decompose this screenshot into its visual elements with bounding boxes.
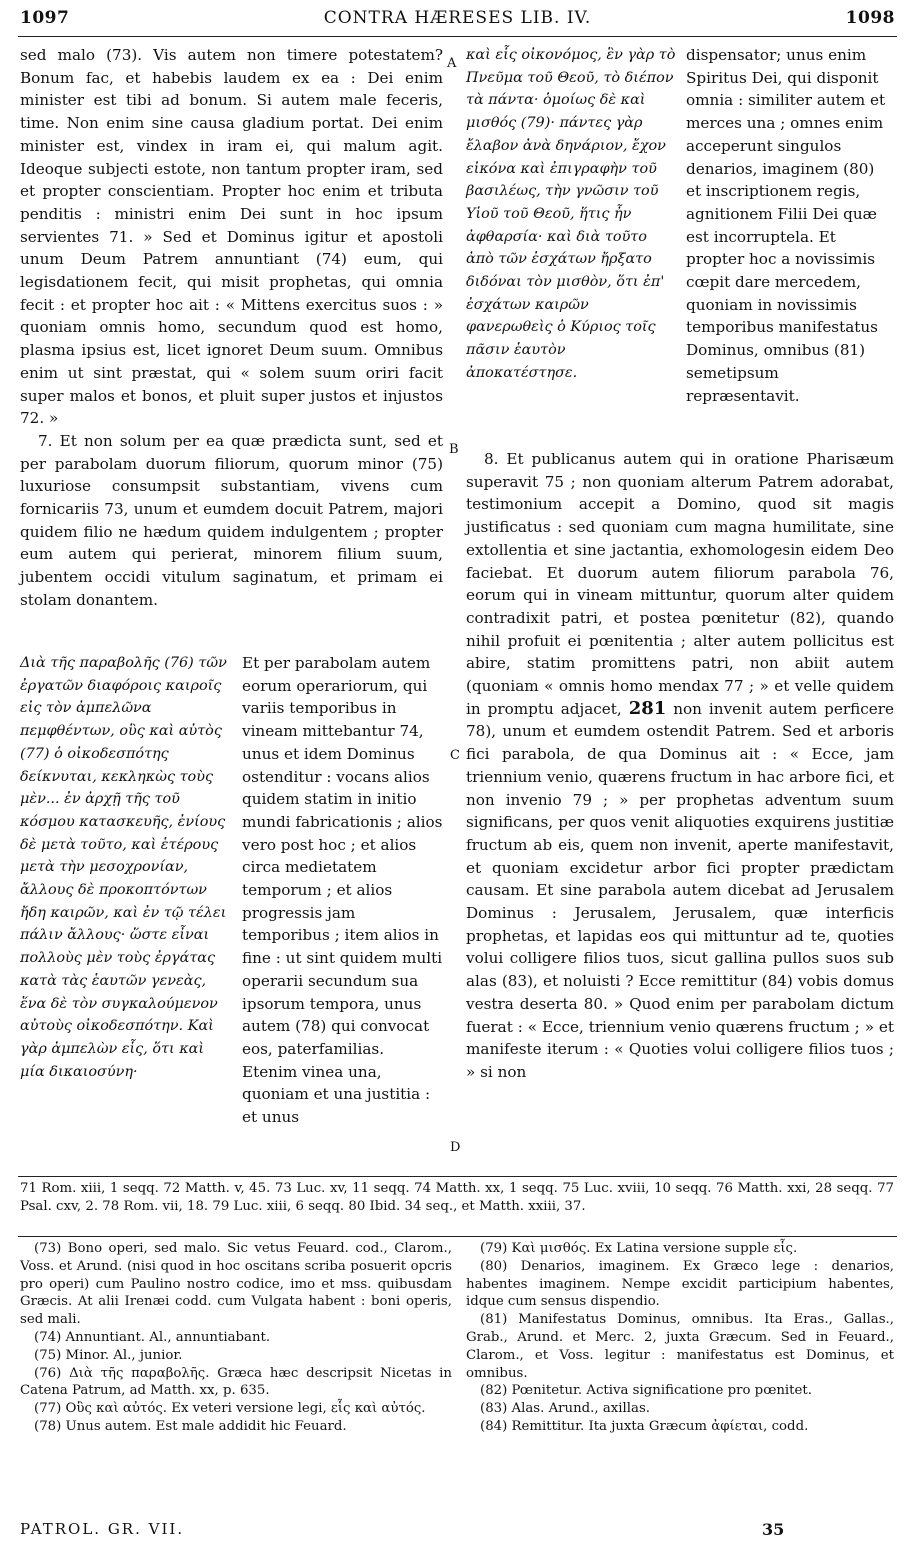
- signature-number: 35: [762, 1520, 785, 1539]
- margin-letter-c: C: [450, 748, 460, 763]
- footnotes-left: [20, 1240, 452, 1436]
- paragraph-continuation: non invenit autem perficere 78), unum et eumdem ostendit Patrem. Sed et arboris fici parabola, de qua Dominus ait : « Ecce, jam triennium venio, quærens fructum in hac arbore fici, et non invenio 79 ; » per prophetas adventum suum significans, per quos venit aliquoties exquirens justitiæ fructum ab eis, quem non invenit, aperte manifestavit, et quoniam excidetur arbor fici propter prædictam causam. Et sine parabola autem dicebat ad Jerusalem Dominus : Jerusalem, Jerusalem, quæ interficis prophetas, et lapidas eos qui mittuntur ad te, quoties volui colligere filios tuos, sicut gallina pullos suos sub alas (83), et noluisti ? Ecce remittitur (84) vobis domus vestra deserta 80. » Quod enim per parabolam dictum fuerat : « Ecce, triennium venio quærens fructum ; » et manifeste iterum : « Quoties volui colligere filios tuos ; » si non: [466, 699, 895, 1081]
- paragraph: 7. Et non solum per ea quæ prædicta sunt, sed et per parabolam duorum filiorum, quorum minor (75) luxuriose consumpsit substantiam, vivens cum fornicariis 73, unum et eumdem docuit Patrem, majori quidem filio ne hædum quidem indulgentem ; propter eum autem qui perierat, minorem filium suum, jubentem occidi vitulum saginatum, et primam ei stolam donantem.: [20, 431, 443, 609]
- paragraph: sed malo (73). Vis autem non timere potestatem? Bonum fac, et habebis laudem ex ea : Dei enim minister est tibi ad bonum. Si autem male feceris, time. Non enim sine causa gladium portat. Dei enim minister est, vindex in iram ei, qui malum agit. Ideoque subjecti estote, non tantum propter iram, sed et propter conscientiam. Propter hoc enim et tributa penditis : ministri enim Dei sunt in hoc ipsum servientes 71. » Sed et Dominus igitur et apostoli unum Deum Patrem annuntiant (74) eum, qui legisdationem fecit, qui misit prophetas, qui omnia fecit : et propter hoc ait : « Mittens exercitus suos : » quoniam omnis homo, secundum quod est homo, plasma ipsius est, licet ignoret Deum suum. Omnibus enim ut sint præstat, qui « solem suum oriri facit super malos et bonos, et pluit super justos et injustos 72. »: [20, 46, 443, 428]
- volume-signature: PATROL. GR. VII.: [20, 1520, 185, 1538]
- right-column-text: [466, 448, 894, 1084]
- column-number: 281: [628, 697, 667, 719]
- paragraph: [466, 448, 894, 1084]
- footnote: (80) Denarios, imaginem. Ex Græco lege : denarios, habentes imaginem. Nempe excidit participium habentes, idque cum sensus dispendio.: [466, 1258, 894, 1310]
- references-rule: [18, 1176, 897, 1177]
- footnotes-right: [466, 1240, 894, 1436]
- footnote: (75) Minor. Al., junior.: [34, 1347, 183, 1363]
- footnote: (74) Annuntiant. Al., annuntiabant.: [34, 1329, 271, 1345]
- scripture-references: 71 Rom. xiii, 1 seqq. 72 Matth. v, 45. 73 Luc. xv, 11 seqq. 74 Matth. xx, 1 seqq. 75 Luc. xviii, 10 seqq. 76 Matth. xxi, 28 seqq. 77 Psal. cxv, 2. 78 Rom. vii, 18. 79 Luc. xiii, 6 seqq. 80 Ibid. 34 seq., et Matth. xxiii, 37.: [20, 1181, 894, 1214]
- margin-letter-d: D: [450, 1140, 461, 1155]
- margin-letter-a: A: [447, 56, 457, 71]
- header-rule: [18, 36, 897, 37]
- left-greek-text: Διὰ τῆς παραβολῆς (76) τῶν ἐργατῶν διαφόροις καιροῖς εἰς τὸν ἀμπελῶνα πεμφθέντων, οὓς καὶ αὐτὸς (77) ὁ οἰκοδεσπότης δείκνυται, κεκληκὼς τοὺς μὲν... ἐν ἀρχῇ τῆς τοῦ κόσμου κατασκευῆς, ἐνίους δὲ μετὰ τοῦτο, καὶ ἑτέρους μετὰ τὴν μεσοχρονίαν, ἄλλους δὲ προκοπτόντων ἤδη καιρῶν, καὶ ἐν τῷ τέλει πάλιν ἄλλους· ὥστε εἶναι πολλοὺς μὲν τοὺς ἐργάτας κατὰ τὰς ἑαυτῶν γενεὰς, ἕνα δὲ τὸν συγκαλούμενον αὐτοὺς οἰκοδεσπότην. Καὶ γὰρ ἀμπελὼν εἷς, ὅτι καὶ μία δικαιοσύνη·: [20, 655, 227, 1080]
- left-latin-text: Et per parabolam autem eorum operariorum, qui variis temporibus in vineam mittebantur 74, unus et idem Dominus ostenditur : vocans alios quidem statim in initio mundi fabricationis ; alios vero post hoc ; et alios circa medietatem temporum ; et alios progressis jam temporibus ; item alios in fine : ut sint quidem multi operarii secundum sua ipsorum tempora, unus autem (78) qui convocat eos, paterfamilias. Etenim vinea una, quoniam et una justitia : et unus: [242, 654, 443, 1127]
- footnote: (76) Διὰ τῆς παραβολῆς. Græca hæc descripsit Nicetas in Catena Patrum, ad Matth. xx, p. 635.: [20, 1365, 452, 1399]
- right-greek-text: καὶ εἷς οἰκονόμος, ἓν γὰρ τὸ Πνεῦμα τοῦ Θεοῦ, τὸ διέπον τὰ πάντα· ὁμοίως δὲ καὶ μισθός (79)· πάντες γὰρ ἔλαβον ἀνὰ δηνάριον, ἔχον εἰκόνα καὶ ἐπιγραφὴν τοῦ βασιλέως, τὴν γνῶσιν τοῦ Υἱοῦ τοῦ Θεοῦ, ἥτις ἦν ἀφθαρσία· καὶ διὰ τοῦτο ἀπὸ τῶν ἐσχάτων ἤρξατο διδόναι τὸν μισθὸν, ὅτι ἐπ' ἐσχάτων καιρῶν φανερωθεὶς ὁ Κύριος τοῖς πᾶσιν ἑαυτὸν ἀποκατέστησε.: [466, 47, 676, 381]
- footnote: (81) Manifestatus Dominus, omnibus. Ita Eras., Gallas., Grab., Arund. et Merc. 2, juxta Græcum. Sed in Feuard., Clarom., et Voss. legitur : manifestatus est Dominus, et omnibus.: [466, 1312, 894, 1381]
- left-page-number: 1097: [20, 8, 70, 28]
- footnote: (73) Bono operi, sed malo. Sic vetus Feuard. cod., Clarom., Voss. et Arund. (nisi quod in hoc oscitans scriba posuerit opcris pro operi) cum Paulino nostro codice, imo et mss. quibusdam Græcis. At alii Irenæi codd. cum Vulgata habent : boni operis, sed mali.: [20, 1241, 452, 1328]
- footnote: (79) Καὶ μισθός. Ex Latina versione supple εἷς.: [480, 1241, 798, 1256]
- right-latin-text: dispensator; unus enim Spiritus Dei, qui disponit omnia : similiter autem et merces una ; omnes enim acceperunt singulos denarios, imaginem (80) et inscriptionem regis, agnitionem Filii Dei quæ est incorruptela. Et propter hoc a novissimis cœpit dare mercedem, quoniam in novissimis temporibus manifestatus Dominus, omnibus (81) semetipsum repræsentavit.: [686, 46, 886, 405]
- footnote: (83) Alas. Arund., axillas.: [480, 1401, 651, 1417]
- footnote: (82) Pœnitetur. Activa significatione pro pœnitet.: [480, 1383, 812, 1399]
- right-page-number: 1098: [845, 8, 895, 28]
- paragraph-text: 8. Et publicanus autem qui in oratione Pharisæum superavit 75 ; non quoniam alterum Patrem adorabat, testimonium accepit a Domino, quod sit magis justificatus : sed quoniam cum magna humilitate, sine extollentia et sine jactantia, exhomologesin eidem Deo faciebat. Et duorum autem filiorum parabola 76, eorum qui in vineam mittuntur, quorum alter quidem contradixit patri, et postea pœnitetur (82), quando nihil profuit ei pœnitentia ; alter autem pollicitus est abire, statim promittens patri, non abiit autem (quoniam « omnis homo mendax 77 ; » et velle quidem in promptu adjacet,: [466, 450, 894, 718]
- running-header: [20, 8, 895, 34]
- left-column-text: [20, 44, 443, 612]
- running-title: CONTRA HÆRESES LIB. IV.: [323, 8, 592, 28]
- footnote: (84) Remittitur. Ita juxta Græcum ἀφίεται, codd.: [480, 1418, 809, 1434]
- margin-letter-b: B: [449, 442, 459, 457]
- footnote: (77) Οὓς καὶ αὐτός. Ex veteri versione legi, εἷς καὶ αὐτός.: [34, 1401, 426, 1417]
- notes-rule: [18, 1236, 897, 1237]
- footnote: (78) Unus autem. Est male addidit hic Feuard.: [34, 1418, 347, 1434]
